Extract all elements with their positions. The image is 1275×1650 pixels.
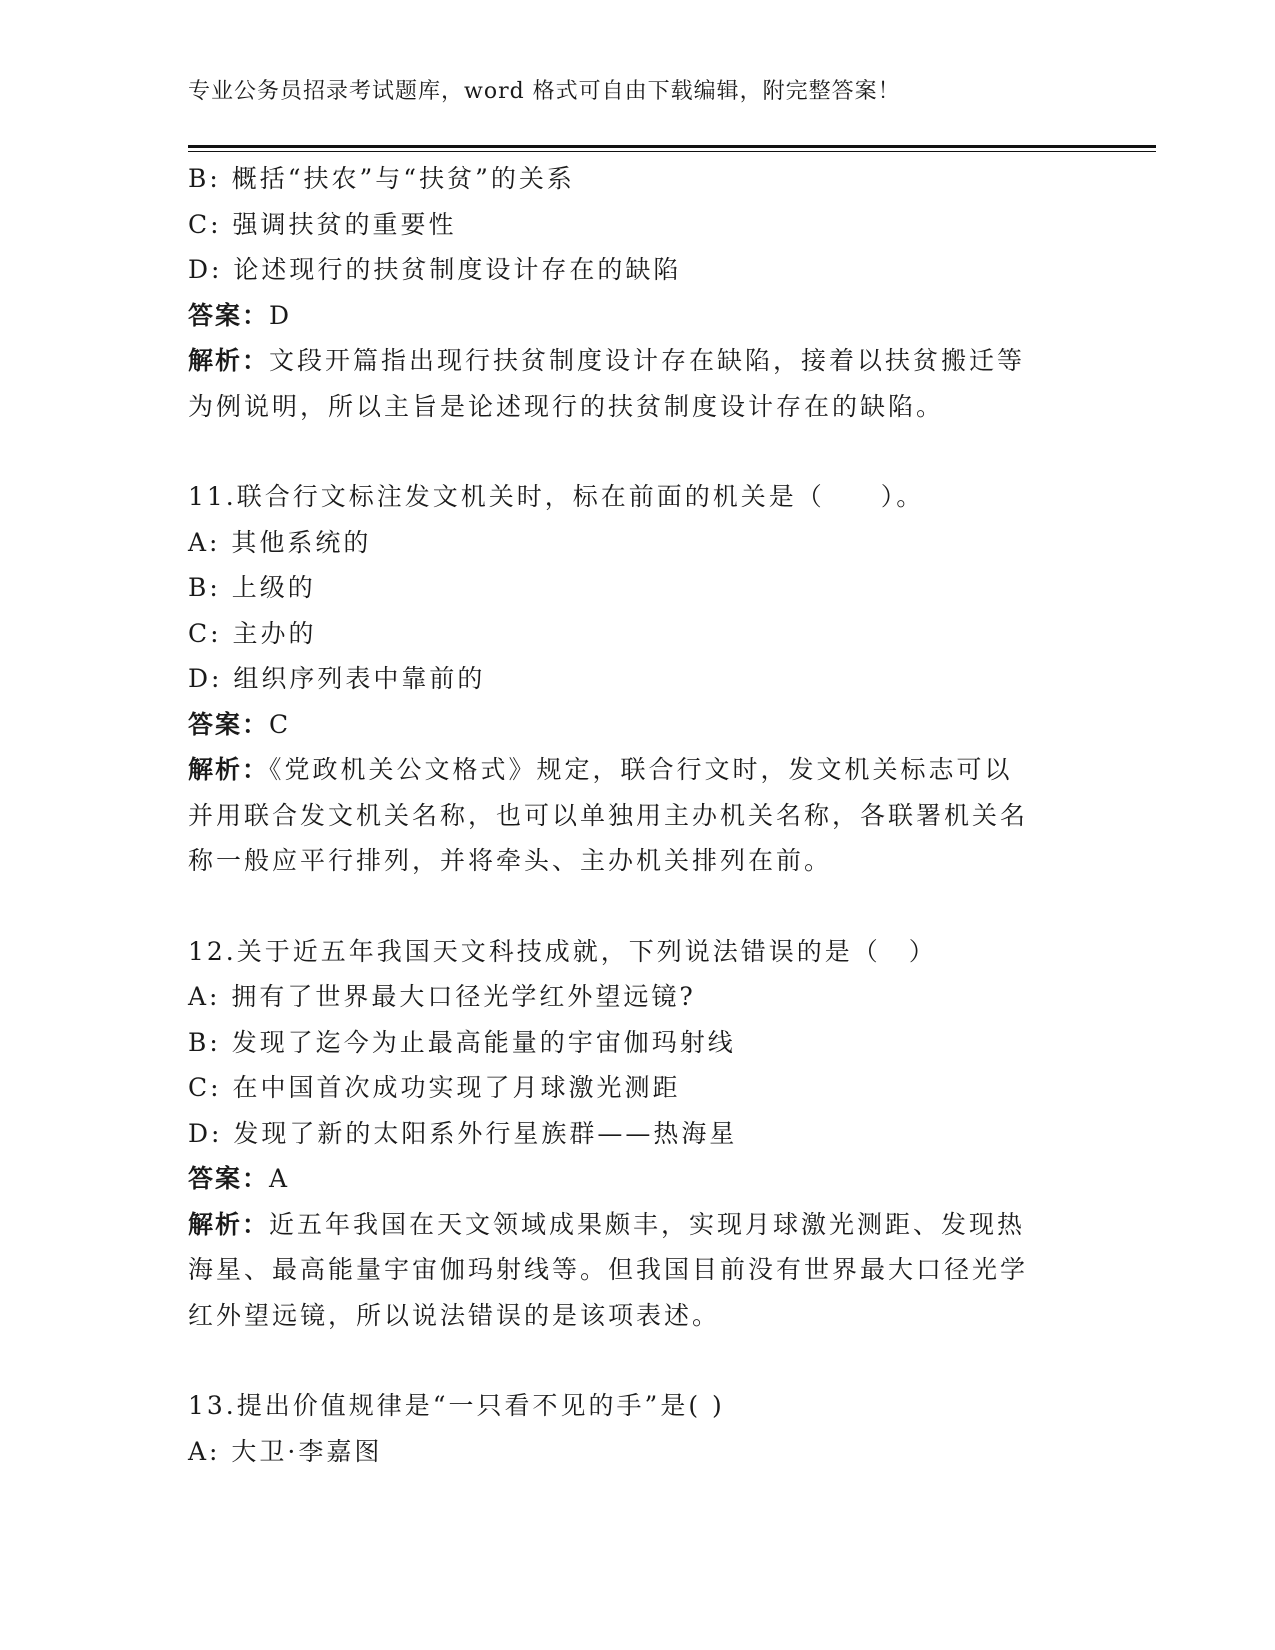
- answer-line: [188, 1156, 1068, 1202]
- analysis-label: 解析：: [188, 1209, 270, 1239]
- answer-label: 答案：: [188, 709, 270, 739]
- analysis-text: 文段开篇指出现行扶贫制度设计存在缺陷，接着以扶贫搬迁等: [269, 346, 1026, 375]
- document-body: [188, 156, 1068, 1474]
- answer-line: [188, 293, 1068, 339]
- option-c: C: 在中国首次成功实现了月球激光测距: [188, 1073, 681, 1102]
- question-block-prev: [188, 156, 1068, 429]
- answer-label: 答案：: [188, 1164, 270, 1193]
- header-divider-thin: [188, 151, 1156, 152]
- analysis-line: 称一般应平行排列，并将牵头、主办机关排列在前。: [188, 846, 833, 875]
- analysis-line: [188, 338, 1068, 384]
- answer-label: 答案：: [188, 300, 270, 330]
- option-b: B: 发现了迄今为止最高能量的宇宙伽玛射线: [188, 1027, 736, 1057]
- analysis-line: [188, 747, 1068, 793]
- option-c: C: 强调扶贫的重要性: [188, 209, 457, 239]
- question-block-12: [188, 929, 1068, 1339]
- analysis-text: 近五年我国在天文领域成果颇丰，实现月球激光测距、发现热: [269, 1209, 1026, 1239]
- answer-value: D: [269, 300, 293, 330]
- option-a: A: 拥有了世界最大口径光学红外望远镜?: [188, 982, 696, 1011]
- option-a: A: 大卫·李嘉图: [188, 1436, 383, 1466]
- analysis-line: 海星、最高能量宇宙伽玛射线等。但我国目前没有世界最大口径光学: [188, 1255, 1029, 1284]
- option-a: A: 其他系统的: [188, 527, 372, 557]
- analysis-line: 并用联合发文机关名称，也可以单独用主办机关名称，各联署机关名: [188, 800, 1029, 830]
- option-d: D: 论述现行的扶贫制度设计存在的缺陷: [188, 255, 682, 284]
- answer-value: A: [269, 1164, 291, 1193]
- analysis-line: [188, 1202, 1068, 1248]
- option-b: B: 概括“扶农”与“扶贫”的关系: [188, 164, 575, 193]
- analysis-line: 为例说明，所以主旨是论述现行的扶贫制度设计存在的缺陷。: [188, 391, 945, 421]
- answer-line: [188, 702, 1068, 748]
- question-stem: 11.联合行文标注发文机关时，标在前面的机关是（ ）。: [188, 482, 925, 511]
- answer-value: C: [269, 709, 292, 739]
- analysis-label: 解析：: [188, 346, 270, 375]
- analysis-text: 《党政机关公文格式》规定，联合行文时，发文机关标志可以: [269, 755, 1013, 784]
- page-header: 专业公务员招录考试题库，word 格式可自由下载编辑，附完整答案！: [188, 79, 901, 104]
- option-b: B: 上级的: [188, 573, 316, 602]
- analysis-line: 红外望远镜，所以说法错误的是该项表述。: [188, 1300, 721, 1330]
- option-d: D: 发现了新的太阳系外行星族群——热海星: [188, 1118, 738, 1148]
- option-c: C: 主办的: [188, 618, 317, 648]
- option-d: D: 组织序列表中靠前的: [188, 664, 486, 693]
- question-block-11: [188, 474, 1068, 884]
- question-stem: 13.提出价值规律是“一只看不见的手”是( ): [188, 1391, 725, 1420]
- header-divider: [188, 145, 1156, 148]
- question-block-13: [188, 1383, 1068, 1474]
- analysis-label: 解析：: [188, 755, 270, 784]
- question-stem: 12.关于近五年我国天文科技成就，下列说法错误的是（ ）: [188, 936, 937, 966]
